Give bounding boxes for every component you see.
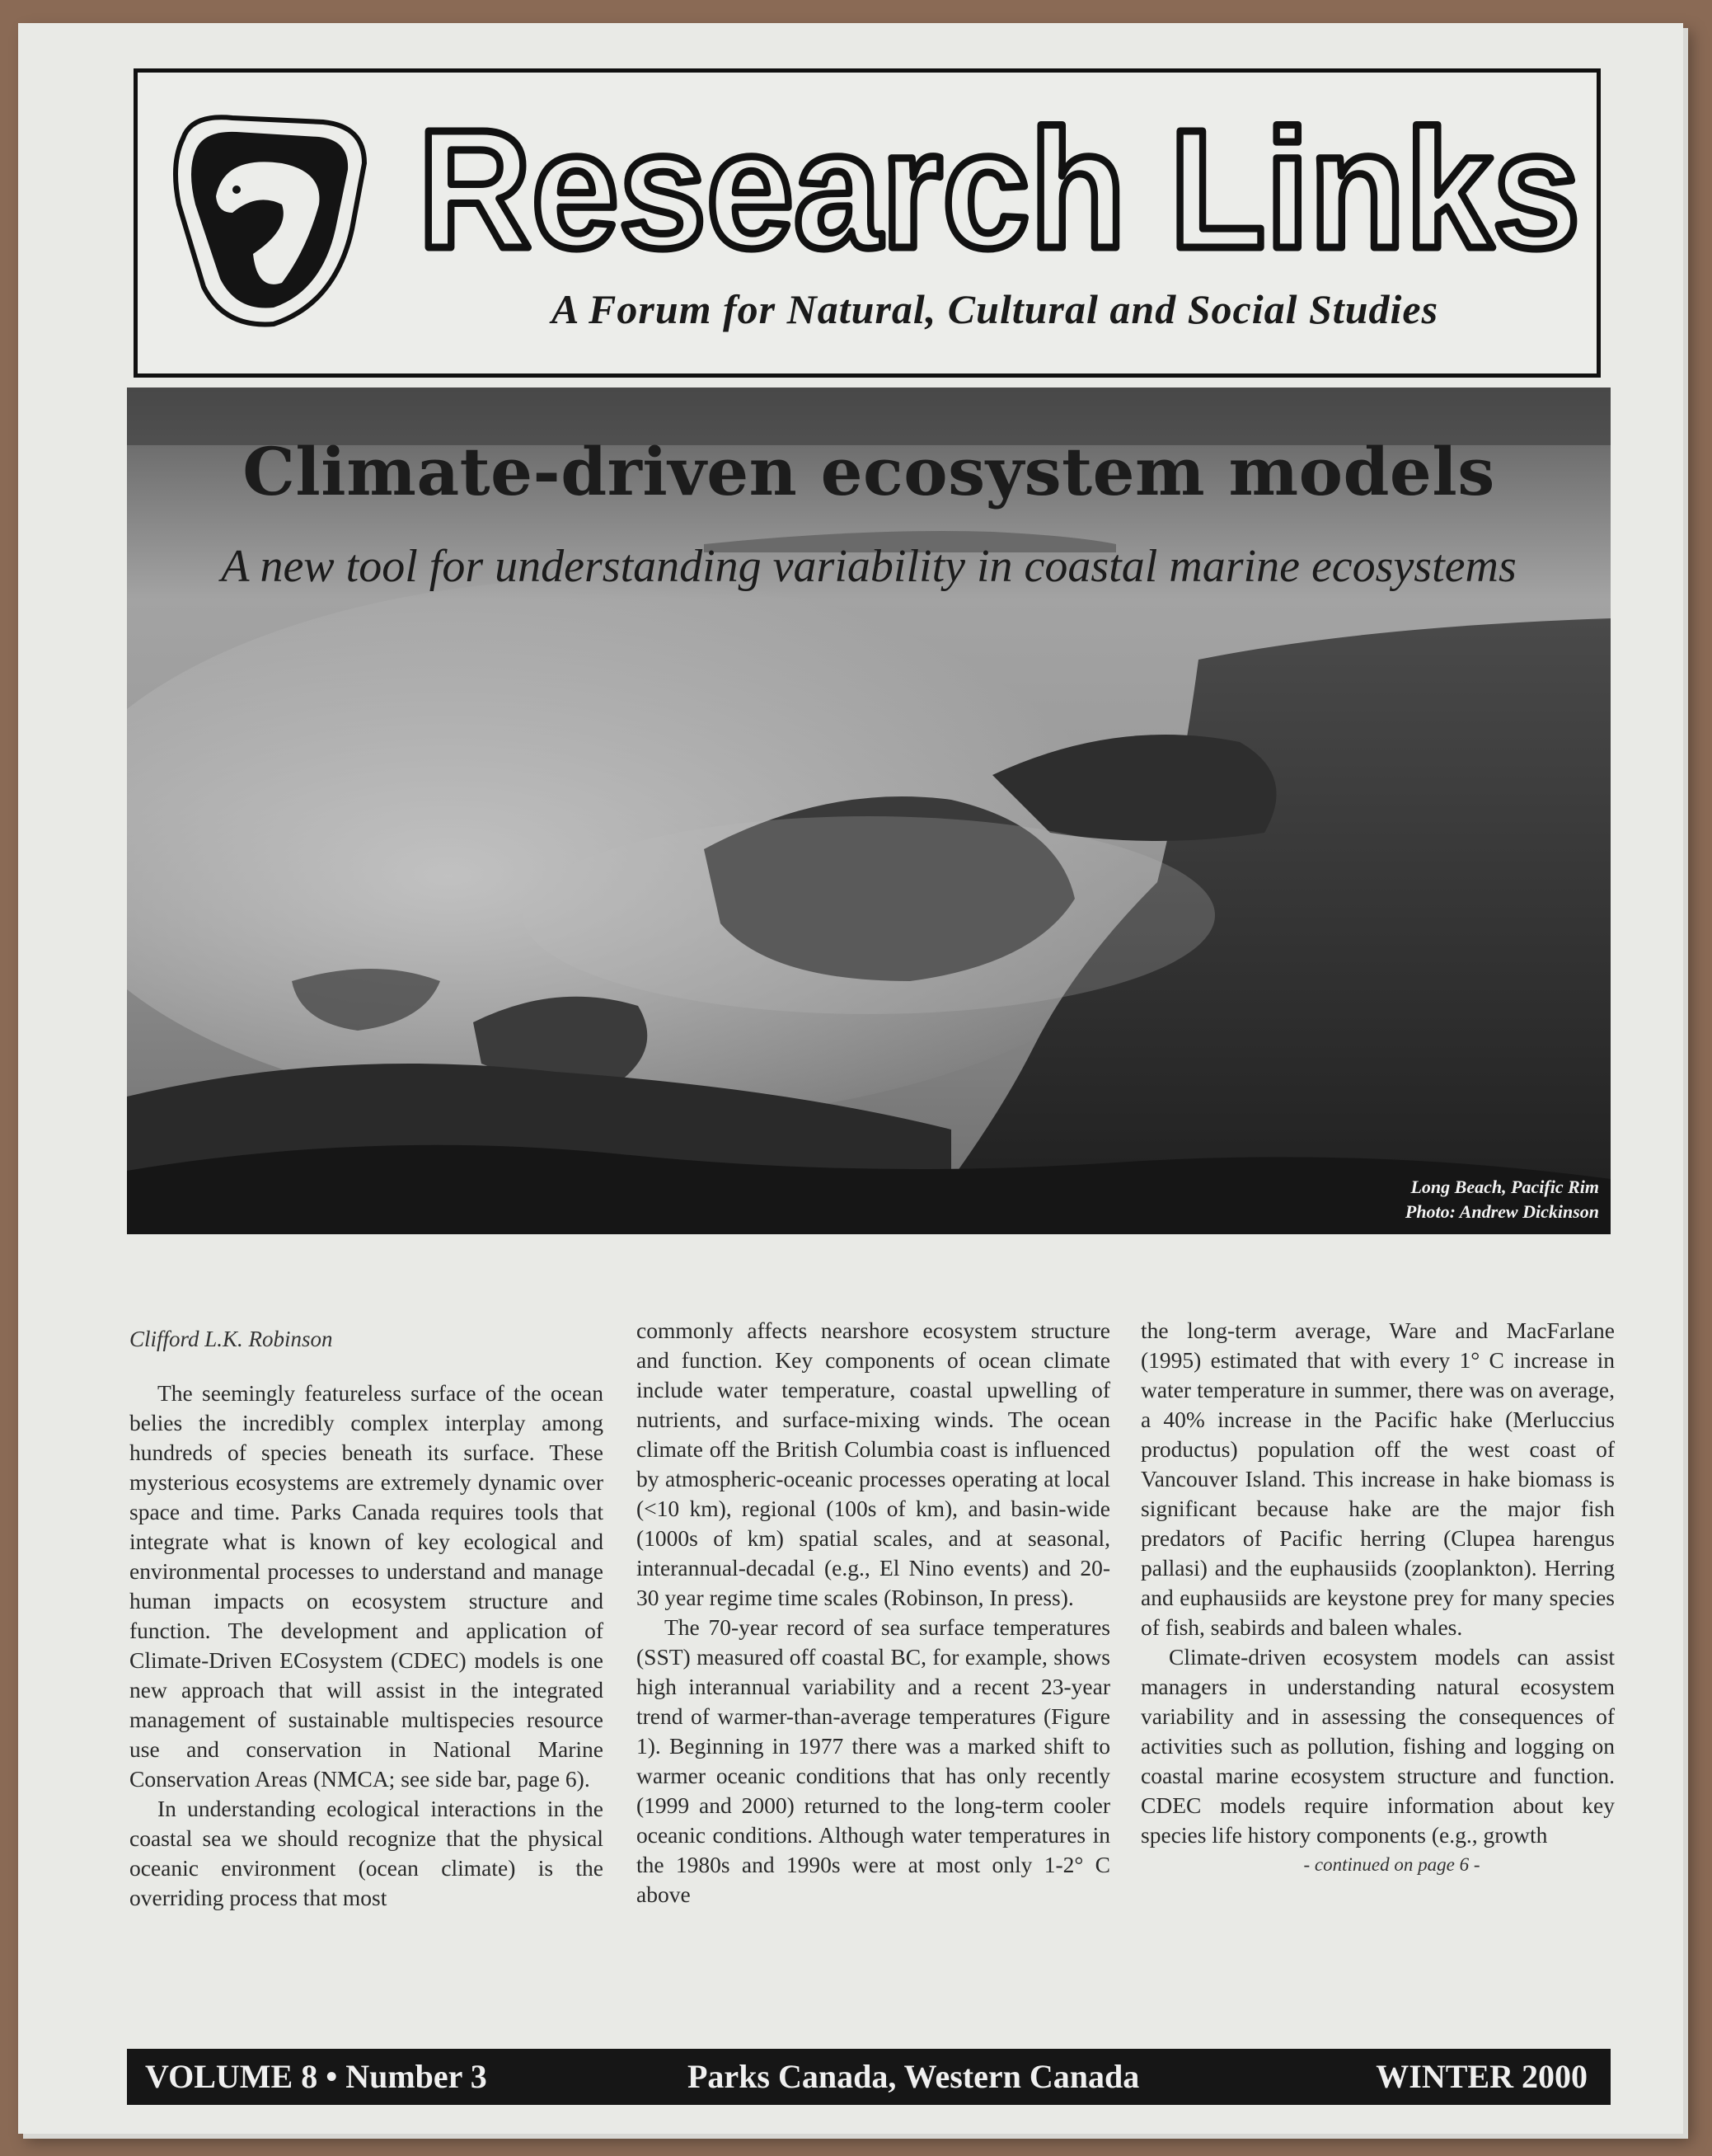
feature-subhead: A new tool for understanding variability in coastal marine ecosystems <box>221 541 1517 592</box>
research-links-wordmark <box>410 91 1588 280</box>
photo-caption <box>1405 1175 1599 1224</box>
article-paragraph: The 70-year record of sea surface temperatures (SST) measured off coastal BC, for example, shows high interannual variability and a recent 23-year trend of warmer-than-average temperatures (Figure 1). Beginning in 1977 there was a marked shift to warmer oceanic conditions that has only recently (1999 and 2000) returned to the long-term cooler oceanic conditions. Although water temperatures in the 1980s and 1990s were at most only 1-2° C above <box>636 1614 1110 1907</box>
photo-caption-credit: Photo: Andrew Dickinson <box>1405 1201 1599 1222</box>
masthead <box>134 68 1601 378</box>
continued-note: - continued on page 6 - <box>1303 1854 1480 1875</box>
footer-publisher: Parks Canada, Western Canada <box>687 2058 1140 2095</box>
coastal-rocks-image <box>127 388 1611 1234</box>
footer-season: WINTER 2000 <box>1376 2058 1588 2095</box>
article-column-2 <box>636 1316 1110 1909</box>
article-column-1 <box>129 1316 603 1913</box>
article-byline: Clifford L.K. Robinson <box>129 1327 333 1351</box>
article-paragraph: The seemingly featureless surface of the ocean belies the incredibly complex interplay among hundreds of species beneath its surface. These mysterious ecosystems are extremely dynamic over space and time. Parks Canada requires tools that integrate what is known of key ecological and environmental processes to understand and manage human impacts on ecosystem structure and function. The development and application of Climate-Driven ECosystem (CDEC) models is one new approach that will assist in the integrated management of sustainable multispecies resource use and conservation in National Marine Conservation Areas (NMCA; see side bar, page 6). <box>129 1380 603 1792</box>
article-paragraph: Climate-driven ecosystem models can assist managers in understanding natural ecosystem variability and in assessing the consequences of activities such as pollution, fishing and logging on coastal marine ecosystem structure and function. CDEC models require information about key species life history components (e.g., growth <box>1141 1644 1615 1848</box>
newsletter-page <box>18 23 1683 2134</box>
masthead-title: Research Links <box>418 95 1580 280</box>
article-paragraph: In understanding ecological interactions in the coastal sea we should recognize that the physical oceanic environment (ocean climate) is the overriding process that most <box>129 1796 603 1910</box>
article-paragraph: commonly affects nearshore ecosystem structure and function. Key components of ocean climate include water temperature, coastal upwelling of nutrients, and surface-mixing winds. The ocean climate off the British Columbia coast is influenced by atmospheric-oceanic processes operating at local (<10 km), regional (100s of km), and basin-wide (1000s of km) spatial scales, and at seasonal, interannual-decadal (e.g., El Nino events) and 20-30 year regime time scales (Robinson, In press). <box>636 1318 1110 1610</box>
footer-volume: VOLUME 8 • Number 3 <box>145 2058 487 2095</box>
article-column-3 <box>1141 1316 1615 1880</box>
masthead-tagline: A Forum for Natural, Cultural and Social Studies <box>551 286 1439 332</box>
photo-caption-location: Long Beach, Pacific Rim <box>1410 1177 1599 1197</box>
feature-headline: Climate-driven ecosystem models <box>242 433 1495 510</box>
parks-canada-beaver-logo <box>158 106 377 336</box>
article-paragraph: the long-term average, Ware and MacFarlane (1995) estimated that with every 1° C increase in water temperature in summer, there was on average, a 40% increase in the Pacific hake (Merluccius productus) population off the west coast of Vancouver Island. This increase in hake biomass is significant because hake are the major fish predators of Pacific herring (Clupea harengus pallasi) and the euphausiids (zooplankton). Herring and euphausiids are keystone prey for many species of fish, seabirds and baleen whales. <box>1141 1318 1615 1640</box>
cover-photo <box>127 388 1611 1234</box>
footer-bar <box>127 2049 1611 2105</box>
